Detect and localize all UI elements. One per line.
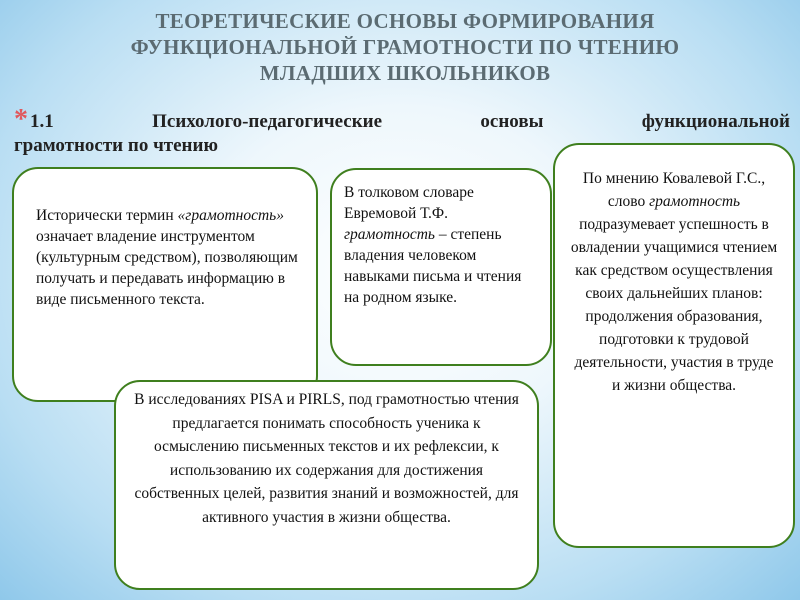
title-line-3: МЛАДШИХ ШКОЛЬНИКОВ: [259, 61, 551, 85]
subtitle-word: функциональной: [641, 111, 790, 132]
card-kovaleva-opinion: [553, 143, 795, 548]
subtitle-word: основы: [480, 111, 544, 132]
slide-title: [60, 8, 750, 86]
card-text: В исследованиях PISA и PIRLS, под грамотностью чтения предлагается понимать способность ученика к осмыслению письменных текстов и их рефлексии, к использованию их содержания для достижения собственных целей, развития знаний и возможностей, для активного участия в жизни общества.: [134, 391, 519, 526]
subtitle-word: 1.1: [30, 111, 54, 132]
asterisk-bullet-icon: *: [14, 104, 28, 135]
subtitle-word: Психолого-педагогические: [152, 111, 383, 132]
card-dictionary-definition: [330, 168, 552, 366]
subtitle-line-2: грамотности по чтению: [14, 135, 218, 156]
card-text: По мнению Ковалевой Г.С., слово грамотность подразумевает успешность в овладении учащимися чтением как средством осуществления своих дальнейших планов: продолжения образования, подготовки к трудовой деятельности, участия в труде и жизни общества.: [570, 170, 778, 394]
card-text: В толковом словаре Евремовой Т.Ф. грамотность – степень владения человеком навыками письма и чтения на родном языке.: [344, 184, 522, 306]
title-line-1: ТЕОРЕТИЧЕСКИЕ ОСНОВЫ ФОРМИРОВАНИЯ: [155, 9, 655, 33]
title-line-2: ФУНКЦИОНАЛЬНОЙ ГРАМОТНОСТИ ПО ЧТЕНИЮ: [130, 35, 680, 59]
card-historical-term: [12, 167, 318, 402]
card-text: Исторически термин «грамотность» означает владение инструментом (культурным средством), позволяющим получать и передавать информацию в виде письменного текста.: [36, 207, 298, 308]
card-pisa-pirls: [114, 380, 539, 590]
